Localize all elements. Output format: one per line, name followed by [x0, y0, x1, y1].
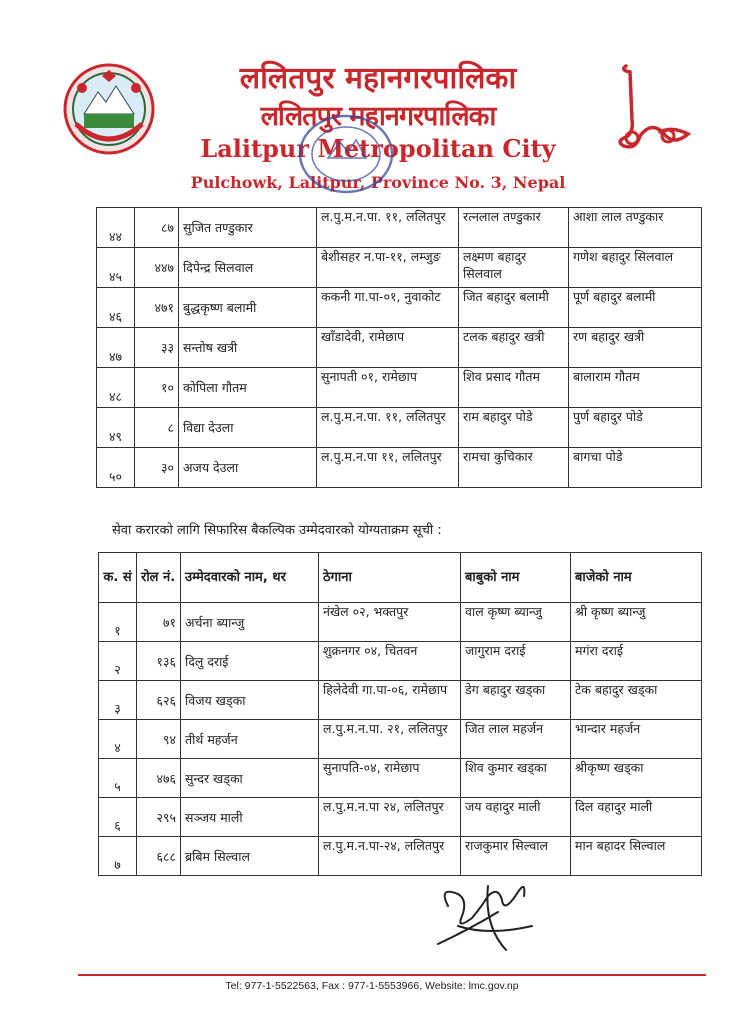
row-roll-number: ६८८: [137, 837, 181, 876]
row-address: ल.पु.म.न.पा-२४, ललितपुर: [319, 837, 461, 876]
row-grandfather-name: टेक बहादुर खड्का: [571, 681, 702, 720]
row-father-name: वाल कृष्ण ब्यान्जु: [461, 603, 571, 642]
row-serial-number: ५: [99, 759, 137, 798]
row-address: बेशीसहर न.पा-११, लम्जुङ: [317, 248, 459, 288]
footer-divider: [78, 974, 706, 976]
row-serial-number: ७: [99, 837, 137, 876]
row-candidate-name: अर्चना ब्यान्जु: [181, 603, 319, 642]
row-serial-number: ४९: [97, 408, 135, 448]
row-serial-number: ४: [99, 720, 137, 759]
row-grandfather-name: मान बहादर सिल्वाल: [571, 837, 702, 876]
row-father-name: जागुराम दराई: [461, 642, 571, 681]
table-row: [99, 681, 702, 720]
table-row: [99, 798, 702, 837]
handwritten-signature: [428, 866, 538, 954]
row-father-name: लक्ष्मण बहादुर सिलवाल: [459, 248, 569, 288]
row-father-name: शिव कुमार खड्का: [461, 759, 571, 798]
header-address: Pulchowk, Lalitpur, Province No. 3, Nepal: [190, 173, 566, 192]
row-candidate-name: सञ्जय माली: [181, 798, 319, 837]
row-roll-number: ९४: [137, 720, 181, 759]
row-address: नंखेल ०२, भक्तपुर: [319, 603, 461, 642]
row-address: सुनापति-०४, रामेछाप: [319, 759, 461, 798]
table-row: [99, 642, 702, 681]
row-serial-number: ३: [99, 681, 137, 720]
table-row: [97, 408, 702, 448]
row-father-name: डेग बहादुर खड्का: [461, 681, 571, 720]
row-serial-number: १: [99, 603, 137, 642]
alternate-candidates-heading: सेवा करारको लागि सिफारिस बैकल्पिक उम्मेदवारको योग्यताक्रम सूची :: [112, 523, 442, 538]
row-address: शुक्रनगर ०४, चितवन: [319, 642, 461, 681]
row-grandfather-name: मगंरा दराई: [571, 642, 702, 681]
row-grandfather-name: भान्दार महर्जन: [571, 720, 702, 759]
row-grandfather-name: पुर्ण बहादुर पोडे: [569, 408, 702, 448]
table-row: [97, 208, 702, 248]
row-candidate-name: कोपिला गौतम: [179, 368, 317, 408]
row-candidate-name: दिपेन्द्र सिलवाल: [179, 248, 317, 288]
nepal-emblem-logo: [62, 62, 156, 156]
row-roll-number: ७१: [137, 603, 181, 642]
row-address: ल.पु.म.न.पा ११, ललितपुर: [317, 448, 459, 488]
row-roll-number: ४७१: [135, 288, 179, 328]
row-father-name: जित लाल महर्जन: [461, 720, 571, 759]
row-serial-number: ५०: [97, 448, 135, 488]
row-roll-number: ८७: [135, 208, 179, 248]
row-grandfather-name: बागचा पोडे: [569, 448, 702, 488]
header-father: बाबुको नाम: [461, 553, 571, 603]
table-row: [99, 759, 702, 798]
header-name-np: ललितपुर महानगरपालिका: [239, 61, 517, 96]
row-serial-number: २: [99, 642, 137, 681]
row-roll-number: ४४७: [135, 248, 179, 288]
row-grandfather-name: रण बहादुर खत्री: [569, 328, 702, 368]
row-address: ल.पु.म.न.पा. २१, ललितपुर: [319, 720, 461, 759]
header-roll: रोल नं.: [137, 553, 181, 603]
row-roll-number: १०: [135, 368, 179, 408]
alternate-candidates-table: [98, 552, 702, 876]
row-candidate-name: तीर्थ महर्जन: [181, 720, 319, 759]
table-header-row: [99, 553, 702, 603]
row-grandfather-name: बालाराम गौतम: [569, 368, 702, 408]
row-candidate-name: दिलु दराई: [181, 642, 319, 681]
row-candidate-name: विद्या देउला: [179, 408, 317, 448]
row-father-name: जय वहादुर माली: [461, 798, 571, 837]
table-row: [97, 288, 702, 328]
table-row: [97, 448, 702, 488]
row-grandfather-name: गणेश बहादुर सिलवाल: [569, 248, 702, 288]
official-stamp-icon: [296, 112, 396, 196]
row-candidate-name: सुजित तण्डुकार: [179, 208, 317, 248]
row-father-name: रत्नलाल तण्डुकार: [459, 208, 569, 248]
row-address: सुनापती ०१, रामेछाप: [317, 368, 459, 408]
row-grandfather-name: श्रीकृष्ण खड्का: [571, 759, 702, 798]
row-grandfather-name: दिल वहादुर माली: [571, 798, 702, 837]
row-roll-number: ६२६: [137, 681, 181, 720]
row-roll-number: ३३: [135, 328, 179, 368]
row-grandfather-name: आशा लाल तण्डुकार: [569, 208, 702, 248]
row-father-name: रामचा कुचिकार: [459, 448, 569, 488]
table-row: [99, 837, 702, 876]
header-name-en: Lalitpur Metropolitan City: [200, 134, 556, 163]
row-father-name: राम बहादुर पोडे: [459, 408, 569, 448]
row-candidate-name: विजय खड्का: [181, 681, 319, 720]
row-roll-number: १३६: [137, 642, 181, 681]
table-row: [97, 368, 702, 408]
table-row: [99, 603, 702, 642]
row-address: ल.पु.म.न.पा २४, ललितपुर: [319, 798, 461, 837]
row-serial-number: ४४: [97, 208, 135, 248]
row-candidate-name: ब्रबिम सिल्वाल: [181, 837, 319, 876]
row-grandfather-name: पूर्ण बहादुर बलामी: [569, 288, 702, 328]
row-candidate-name: सुन्दर खड्का: [181, 759, 319, 798]
row-address: ल.पु.म.न.पा. ११, ललितपुर: [317, 408, 459, 448]
row-serial-number: ४६: [97, 288, 135, 328]
row-address: ल.पु.म.न.पा. ११, ललितपुर: [317, 208, 459, 248]
row-serial-number: ६: [99, 798, 137, 837]
table-row: [97, 248, 702, 288]
row-roll-number: २९५: [137, 798, 181, 837]
row-address: ककनी गा.पा-०१, नुवाकोट: [317, 288, 459, 328]
row-roll-number: ८: [135, 408, 179, 448]
row-roll-number: ३०: [135, 448, 179, 488]
footer-contact: Tel: 977-1-5522563, Fax : 977-1-5553966, Website: lmc.gov.np: [225, 980, 519, 992]
row-address: खाँडादेवी, रामेछाप: [317, 328, 459, 368]
row-grandfather-name: श्री कृष्ण ब्यान्जु: [571, 603, 702, 642]
row-candidate-name: अजय देउला: [179, 448, 317, 488]
candidate-table-continued: [96, 207, 702, 488]
row-father-name: राजकुमार सिल्वाल: [461, 837, 571, 876]
header-address: ठेगाना: [319, 553, 461, 603]
header-name-np-stylized: ललितपुर महानगरपालिका: [260, 101, 496, 132]
row-serial-number: ४८: [97, 368, 135, 408]
row-candidate-name: सन्तोष खत्री: [179, 328, 317, 368]
table-row: [97, 328, 702, 368]
row-father-name: शिव प्रसाद गौतम: [459, 368, 569, 408]
table-row: [99, 720, 702, 759]
row-candidate-name: बुद्धकृष्ण बलामी: [179, 288, 317, 328]
header-name: उम्मेदवारको नाम, थर: [181, 553, 319, 603]
row-father-name: टलक बहादुर खत्री: [459, 328, 569, 368]
city-logo-icon: [612, 60, 694, 152]
row-father-name: जित बहादुर बलामी: [459, 288, 569, 328]
row-roll-number: ४७६: [137, 759, 181, 798]
row-serial-number: ४५: [97, 248, 135, 288]
header-grandfather: बाजेको नाम: [571, 553, 702, 603]
header-sn: क. सं: [99, 553, 137, 603]
row-serial-number: ४७: [97, 328, 135, 368]
row-address: हिलेदेवी गा.पा-०६, रामेछाप: [319, 681, 461, 720]
